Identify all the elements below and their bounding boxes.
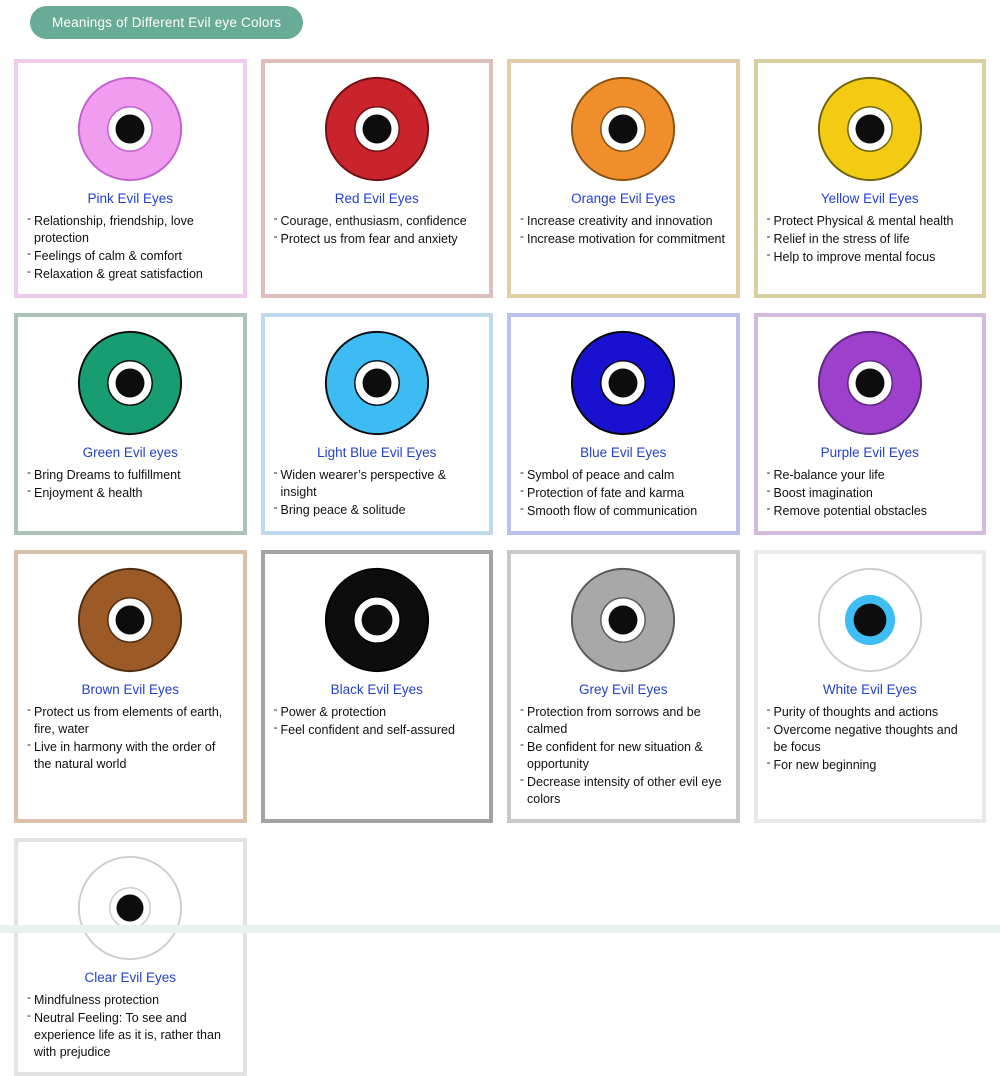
- meaning-item: - Symbol of peace and calm: [519, 467, 728, 484]
- evil-eye-card: [14, 838, 247, 1076]
- evil-eye-card: [507, 59, 740, 298]
- meaning-item: - Feel confident and self-assured: [273, 722, 482, 739]
- evil-eye-icon: [76, 75, 184, 183]
- eye-pupil-circle: [855, 115, 884, 144]
- evil-eye-icon: [816, 329, 924, 437]
- evil-eye-card: [754, 59, 987, 298]
- evil-eye-icon: [323, 75, 431, 183]
- meaning-list: [517, 213, 730, 249]
- eye-pupil-circle: [117, 895, 144, 922]
- meaning-list: [271, 467, 484, 520]
- card-title: Green Evil eyes: [82, 445, 178, 460]
- meaning-item: - Bring Dreams to fulfillment: [26, 467, 235, 484]
- card-title: Orange Evil Eyes: [571, 191, 676, 206]
- meaning-list: [271, 704, 484, 740]
- page-title: Meanings of Different Evil eye Colors: [52, 15, 282, 30]
- eye-pupil-circle: [362, 115, 391, 144]
- evil-eye-card: [261, 313, 494, 535]
- evil-eye-icon: [816, 566, 924, 674]
- meaning-item: - Remove potential obstacles: [766, 503, 975, 520]
- meaning-item: - Help to improve mental focus: [766, 249, 975, 266]
- meaning-item: - Power & protection: [273, 704, 482, 721]
- card-title: Clear Evil Eyes: [84, 970, 177, 985]
- card-title: Red Evil Eyes: [334, 191, 419, 206]
- meaning-item: - Increase creativity and innovation: [519, 213, 728, 230]
- meaning-list: [764, 704, 977, 775]
- meaning-item: - Protection of fate and karma: [519, 485, 728, 502]
- meaning-item: - Live in harmony with the order of the natural world: [26, 739, 235, 773]
- meaning-list: [24, 704, 237, 774]
- card-title: Black Evil Eyes: [330, 682, 423, 697]
- meaning-list: [764, 467, 977, 521]
- eye-pupil-circle: [116, 606, 145, 635]
- footer-strip: [0, 925, 1000, 933]
- eye-pupil-circle: [609, 606, 638, 635]
- meaning-item: - Decrease intensity of other evil eye colors: [519, 774, 728, 808]
- eye-pupil-circle: [361, 605, 392, 636]
- evil-eye-icon: [816, 75, 924, 183]
- evil-eye-card: [261, 59, 494, 298]
- evil-eye-card: [507, 313, 740, 535]
- card-title: Brown Evil Eyes: [81, 682, 180, 697]
- meaning-item: - Feelings of calm & comfort: [26, 248, 235, 265]
- meaning-item: - Be confident for new situation & opportunity: [519, 739, 728, 773]
- evil-eye-icon: [569, 75, 677, 183]
- evil-eye-icon: [323, 566, 431, 674]
- meaning-item: - Mindfulness protection: [26, 992, 235, 1009]
- evil-eye-icon: [76, 329, 184, 437]
- card-title: Light Blue Evil Eyes: [317, 445, 437, 460]
- meaning-item: - Widen wearer’s perspective & insight: [273, 467, 482, 501]
- meaning-item: - Protect us from elements of earth, fire, water: [26, 704, 235, 738]
- card-title: Yellow Evil Eyes: [820, 191, 919, 206]
- evil-eye-card: [754, 313, 987, 535]
- evil-eye-icon: [323, 329, 431, 437]
- meaning-list: [271, 213, 484, 249]
- evil-eye-card: [507, 550, 740, 823]
- meaning-item: - Protect Physical & mental health: [766, 213, 975, 230]
- meaning-item: - Re-balance your life: [766, 467, 975, 484]
- card-title: White Evil Eyes: [822, 682, 917, 697]
- meaning-item: - For new beginning: [766, 757, 975, 774]
- eye-pupil-circle: [362, 369, 391, 398]
- eye-pupil-circle: [116, 115, 145, 144]
- card-title: Grey Evil Eyes: [578, 682, 668, 697]
- meaning-item: - Relaxation & great satisfaction: [26, 266, 235, 283]
- evil-eye-icon: [569, 329, 677, 437]
- evil-eye-icon: [569, 566, 677, 674]
- evil-eye-card: [14, 59, 247, 298]
- meaning-item: - Boost imagination: [766, 485, 975, 502]
- meaning-item: - Purity of thoughts and actions: [766, 704, 975, 721]
- cards-grid: [14, 59, 986, 1076]
- meaning-item: - Bring peace & solitude: [273, 502, 482, 519]
- meaning-item: - Relationship, friendship, love protection: [26, 213, 235, 247]
- evil-eye-icon: [76, 854, 184, 962]
- evil-eye-card: [14, 550, 247, 823]
- card-title: Pink Evil Eyes: [87, 191, 174, 206]
- page-title-badge: [30, 6, 303, 39]
- eye-pupil-circle: [855, 369, 884, 398]
- meaning-list: [764, 213, 977, 267]
- eye-pupil-circle: [853, 604, 886, 637]
- evil-eye-icon: [76, 566, 184, 674]
- meaning-list: [24, 992, 237, 1062]
- meaning-list: [24, 213, 237, 284]
- evil-eye-card: [261, 550, 494, 823]
- meaning-item: - Protect us from fear and anxiety: [273, 231, 482, 248]
- card-title: Blue Evil Eyes: [580, 445, 667, 460]
- meaning-item: - Overcome negative thoughts and be focus: [766, 722, 975, 756]
- meaning-item: - Neutral Feeling: To see and experience life as it is, rather than with prejudice: [26, 1010, 235, 1061]
- meaning-list: [517, 704, 730, 809]
- eye-pupil-circle: [609, 369, 638, 398]
- meaning-item: - Smooth flow of communication: [519, 503, 728, 520]
- meaning-item: - Courage, enthusiasm, confidence: [273, 213, 482, 230]
- meaning-item: - Relief in the stress of life: [766, 231, 975, 248]
- eye-pupil-circle: [116, 369, 145, 398]
- meaning-item: - Protection from sorrows and be calmed: [519, 704, 728, 738]
- meaning-list: [517, 467, 730, 521]
- meaning-item: - Enjoyment & health: [26, 485, 235, 502]
- evil-eye-card: [754, 550, 987, 823]
- meaning-item: - Increase motivation for commitment: [519, 231, 728, 248]
- eye-pupil-circle: [609, 115, 638, 144]
- meaning-list: [24, 467, 237, 503]
- evil-eye-card: [14, 313, 247, 535]
- card-title: Purple Evil Eyes: [820, 445, 919, 460]
